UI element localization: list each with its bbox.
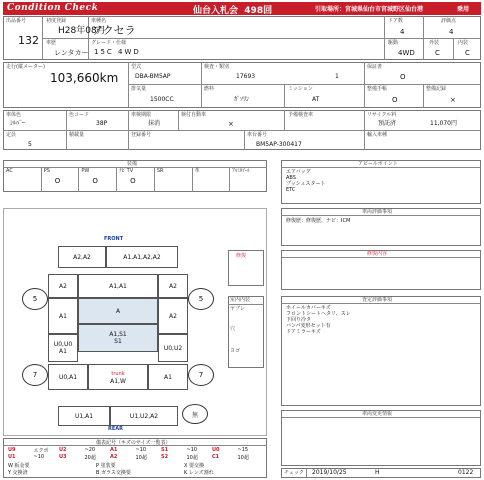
score-value: 4	[449, 28, 454, 36]
legend-code: P 塗装要	[96, 463, 116, 469]
grade-label: グレード・仕様	[91, 40, 127, 46]
car-name-value: アクセラ	[92, 24, 136, 37]
color-value: ｼﾙﾊﾞｰ	[10, 120, 26, 127]
panel-door-fl: A1	[48, 298, 78, 334]
appeal-title: アピールポイント	[358, 161, 398, 167]
record-value: ×	[450, 96, 456, 104]
int-label: 内装	[458, 40, 469, 46]
legend-cell: A2	[110, 454, 118, 460]
footer-label: チェック	[284, 470, 304, 476]
wheel-rl: 7	[22, 364, 48, 386]
inspection-title: 査定評価事項	[362, 297, 393, 303]
legend-cell: S1	[161, 447, 169, 453]
vehicle-eval-text: 修復歴：修復歴、ナビ：ICM	[286, 218, 351, 224]
legend-cell: ~10	[33, 454, 45, 460]
equipment-label: PW	[81, 168, 90, 174]
first-reg-value: H28年08月	[58, 26, 106, 36]
legend-cell: U3	[59, 454, 67, 460]
panel-fender-fl: A2	[48, 274, 78, 298]
panel-bumper-rear-left: U1,A1	[58, 406, 110, 426]
equipment-label: ｱﾙﾐﾎｲｰﾙ	[232, 168, 250, 174]
legend-cell: エクボ	[33, 448, 49, 454]
legend-cell: S2	[161, 454, 169, 460]
legend-cell: 10超	[186, 455, 198, 461]
model-value: DBA-BM5AP	[135, 73, 171, 80]
erasure-label: 予備検査車	[288, 112, 314, 118]
trunk-value: A1,W	[110, 377, 126, 385]
panel-hood-right: A1,A1,A2,A2	[106, 246, 178, 268]
doors-label: ドア数	[388, 18, 403, 24]
header-title: Condition Check	[7, 3, 99, 13]
doors-value: 4	[400, 28, 405, 36]
vehicle-eval-title: 車両評価事項	[362, 209, 393, 215]
history-box	[281, 410, 481, 466]
mission-value: AT	[312, 96, 320, 103]
equipment-label: SR	[156, 168, 164, 174]
first-reg-label: 初度登録	[46, 18, 67, 24]
fuel-value: ｶﾞｿﾘﾝ	[234, 96, 250, 103]
legend-cell: ~15	[237, 447, 249, 453]
wheel-fr: 5	[188, 288, 214, 310]
drive-value: 4WD	[398, 49, 415, 57]
legend-code: X 要交換	[184, 463, 205, 469]
legend-cell: U9	[8, 447, 16, 453]
inspect-value: 17693	[236, 73, 256, 80]
interior-item: 穴	[230, 326, 236, 332]
legend-cell: U1	[8, 454, 16, 460]
panel-bumper-rear-right: U1,U2,A2	[110, 406, 178, 426]
panel-door-rl: U0,U0 A1	[48, 334, 78, 362]
history-title: 車両変更情報	[362, 411, 393, 417]
color-code-label: 色コード	[69, 112, 90, 118]
legend-cell: ~10	[135, 447, 147, 453]
chassis-value: BM5AP-300417	[256, 141, 302, 148]
warranty-value: O	[400, 73, 406, 81]
ext-label: 外装	[429, 40, 440, 46]
pickup-location: 引取場所：宮城県仙台市宮城野区仙台港	[315, 6, 424, 13]
equipment-label: 革	[194, 168, 200, 174]
lot-number: 132	[18, 34, 39, 47]
record-label: 整備記録	[426, 86, 447, 92]
load-label: 積載量	[69, 132, 85, 138]
wheel-fl: 5	[22, 288, 48, 310]
appeal-list	[286, 169, 326, 193]
manual-value: O	[392, 96, 398, 104]
equipment-label: AC	[6, 168, 13, 174]
legend-cell: 10超	[237, 455, 249, 461]
legend-title: 傷表記号（キズのサイズ一覧表）	[96, 440, 171, 446]
legend-code: W 板金要	[8, 463, 30, 469]
shaken-value: ×	[228, 120, 234, 128]
inspection-list	[286, 305, 351, 335]
panel-rear-r: A1	[148, 364, 188, 390]
legend-cell: ~10	[186, 447, 198, 453]
legend-cell: 10超	[135, 455, 147, 461]
wheel-rr: 7	[188, 364, 214, 386]
fuel-label: 燃料	[204, 86, 215, 92]
shaken-label: 検付自動車	[181, 112, 207, 118]
score-label: 評価点	[441, 18, 457, 24]
inspection-item: 下回り冷タ	[286, 317, 312, 323]
legend-code: K レンズ割れ	[184, 470, 214, 476]
recycle-label: リサイクル料	[367, 112, 397, 118]
equipment-title: 装備	[127, 161, 138, 167]
front-label: FRONT	[104, 236, 124, 242]
displacement-value: 1500CC	[150, 96, 174, 103]
chassis-label: 車台番号	[247, 132, 268, 138]
repair-marker-label: 修復	[236, 253, 247, 259]
panel-trunk	[88, 364, 148, 390]
use-type: 乗用	[457, 6, 470, 13]
equipment-mark: O	[130, 177, 136, 185]
legend-cell: 20超	[84, 455, 96, 461]
footer-box	[281, 468, 481, 478]
appeal-item: ABS	[286, 175, 296, 181]
recycle-status: 預託済	[378, 120, 397, 127]
legend-cell: U2	[59, 447, 67, 453]
inspect-label: 検査・類別	[204, 64, 230, 70]
capacity-value: 5	[28, 141, 32, 148]
model-label: 型式	[131, 64, 142, 70]
car-type-value: レンタカー	[54, 49, 89, 57]
color-label: 車体色	[6, 112, 22, 118]
legend-cell: A1	[110, 447, 118, 453]
spare-wheel: 無	[182, 404, 208, 424]
handle-label: 輸入車種	[367, 132, 388, 138]
inspection-item: バンパ変形セット有	[286, 323, 331, 329]
car-name-label: 車種名	[91, 18, 107, 24]
reg-no-label: 登録番号	[131, 132, 152, 138]
int-value: C	[465, 49, 470, 57]
equipment-mark: O	[54, 177, 61, 185]
recycle-value: 11,070円	[430, 120, 457, 127]
header-bar	[3, 2, 481, 15]
warranty-label: 保証書	[367, 64, 383, 70]
ext-value: C	[435, 49, 440, 57]
mileage-value: 103,660km	[50, 71, 119, 85]
repair-title: 修復内容	[367, 251, 388, 257]
footer-date: 2019/10/25	[312, 469, 347, 476]
trunk-label: trunk	[111, 370, 125, 377]
manual-label: 整備手帳	[367, 86, 388, 92]
color-code-value: 38P	[96, 120, 108, 127]
panel-door-fr: A2	[158, 298, 188, 334]
panel-roof: A	[78, 298, 158, 324]
mission-label: ミッション	[288, 86, 313, 92]
drive-label: 駆動	[388, 40, 399, 46]
equipment-label: PS	[43, 168, 50, 174]
equipment-label: ﾅﾋﾞTV	[119, 168, 134, 174]
legend-cell: ~20	[84, 447, 96, 453]
panel-seat: A1,S1 S1	[78, 324, 158, 352]
displacement-label: 排気量	[131, 86, 147, 92]
legend-cell: C1	[212, 454, 220, 460]
car-type-label: 車歴	[46, 40, 57, 46]
panel-door-rr: U0,U2	[158, 334, 188, 362]
appeal-item: プッシュスタート	[286, 181, 326, 187]
inspection-item: フロントシートヘタリ、スレ	[286, 311, 351, 317]
footer-num: 0122	[458, 469, 474, 476]
appeal-item: エアバッグ	[286, 169, 311, 175]
appeal-item: ETC	[286, 187, 296, 193]
auction-name: 仙台入札会 498回	[193, 6, 273, 16]
legend-code: B ガラス交換要	[96, 470, 131, 476]
interior-item: ヤブレ	[230, 306, 245, 312]
panel-front-center: A1,A1	[78, 274, 158, 298]
legend-code: Y 交換済	[8, 470, 28, 476]
mileage-label: 走行(縦メーター)	[6, 64, 45, 70]
lot-label: 出品番号	[6, 18, 27, 24]
capacity-label: 定員	[6, 132, 17, 138]
interior-label: 室内内装	[230, 297, 251, 303]
rear-label: REAR	[108, 426, 123, 432]
panel-hood-left: A2,A2	[58, 246, 106, 268]
panel-fender-fr: A2	[158, 274, 188, 298]
inspect-value-2: 1	[335, 73, 339, 80]
equipment-mark: O	[92, 177, 98, 185]
panel-rear-l: U0,A1	[48, 364, 88, 390]
footer-h: H	[375, 469, 380, 476]
vehicle-reg-value: 抹消	[148, 120, 161, 127]
inspection-item: ホイールカバーキズ	[286, 305, 331, 311]
inspection-item: ドアミラーキズ	[286, 329, 321, 335]
grade-value: 15C 4WD	[94, 48, 141, 56]
legend-cell: U0	[212, 447, 220, 453]
interior-item: ヨゴ	[230, 348, 241, 354]
vehicle-reg-label: 車検期限	[131, 112, 152, 118]
